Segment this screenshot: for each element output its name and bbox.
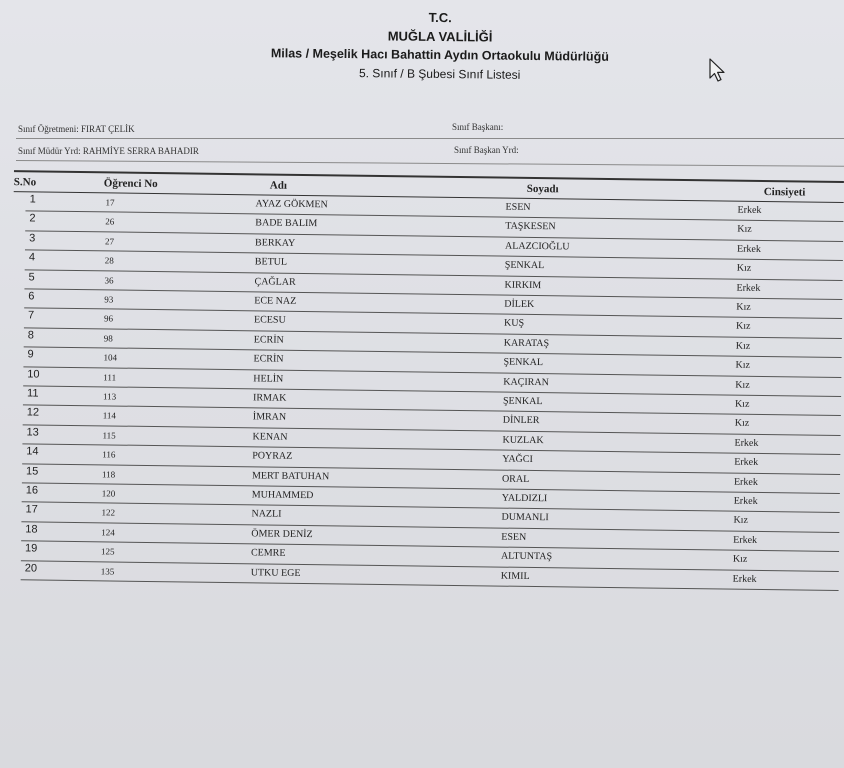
cell-surname: DİNLER: [502, 414, 540, 427]
cell-student-no: 104: [103, 352, 118, 363]
col-header-name: Adı: [269, 179, 288, 192]
cell-student-no: 115: [102, 430, 116, 441]
cell-student-no: 114: [102, 410, 117, 421]
cell-name: ECE NAZ: [254, 295, 297, 307]
cell-name: NAZLI: [251, 508, 282, 521]
cell-name: BADE BALIM: [255, 217, 318, 230]
document-header: [150, 5, 731, 86]
col-header-sno: S.No: [13, 176, 37, 189]
cell-gender: Kız: [735, 359, 751, 372]
cell-surname: ŞENKAL: [502, 395, 543, 408]
cell-name: UTKU EGE: [250, 566, 301, 579]
cell-surname: DİLEK: [504, 298, 535, 311]
cell-gender: Kız: [735, 321, 751, 333]
cell-gender: Kız: [734, 418, 750, 430]
cell-sno: 17: [25, 503, 38, 516]
cell-gender: Erkek: [736, 243, 761, 255]
cell-surname: YALDIZLI: [501, 492, 548, 505]
cell-name: ECESU: [253, 314, 286, 327]
cell-sno: 4: [28, 251, 36, 264]
col-header-surname: Soyadı: [526, 182, 559, 196]
cell-name: CEMRE: [250, 547, 286, 559]
cell-student-no: 93: [104, 294, 114, 305]
cell-surname: KUZLAK: [502, 434, 544, 446]
cell-sno: 3: [29, 232, 36, 245]
cell-student-no: 120: [101, 488, 116, 499]
cell-sno: 15: [25, 464, 39, 478]
meta-divider: [16, 138, 844, 139]
cell-name: ECRİN: [253, 353, 284, 365]
cell-name: KENAN: [252, 431, 288, 443]
cell-surname: ŞENKAL: [504, 259, 545, 272]
cell-gender: Erkek: [732, 573, 757, 585]
meta-teacher: Sınıf Öğretmeni: FIRAT ÇELİK: [18, 124, 135, 134]
cell-sno: 14: [26, 445, 39, 458]
cell-surname: ORAL: [501, 473, 530, 485]
cell-surname: KARATAŞ: [503, 337, 550, 349]
cell-name: POYRAZ: [252, 450, 293, 463]
cell-sno: 2: [29, 212, 36, 225]
cell-name: IRMAK: [252, 392, 287, 404]
cell-student-no: 26: [105, 216, 115, 227]
cell-gender: Erkek: [736, 282, 761, 294]
cell-student-no: 125: [100, 546, 115, 557]
cell-gender: Kız: [735, 379, 750, 391]
col-header-gender: Cinsiyeti: [763, 185, 806, 199]
header-class-title: 5. Sınıf / B Şubesi Sınıf Listesi: [358, 66, 521, 82]
cell-name: BERKAY: [254, 237, 296, 249]
meta-divider: [16, 160, 844, 167]
cell-student-no: 27: [105, 236, 115, 247]
cell-surname: DUMANLI: [501, 511, 549, 524]
cell-name: BETUL: [254, 256, 288, 268]
cell-gender: Erkek: [733, 495, 758, 507]
cell-gender: Kız: [737, 224, 752, 236]
cell-gender: Erkek: [734, 437, 759, 449]
cell-gender: Erkek: [733, 476, 758, 488]
cell-sno: 11: [26, 387, 39, 400]
header-school: Milas / Meşelik Hacı Bahattin Aydın Ortaokulu Müdürlüğü: [270, 46, 609, 64]
cell-surname: KIMIL: [500, 570, 530, 582]
student-table: [0, 170, 844, 585]
cell-sno: 1: [29, 193, 36, 206]
cell-name: ÇAĞLAR: [254, 275, 296, 288]
cell-student-no: 124: [101, 527, 115, 538]
cell-student-no: 111: [103, 371, 117, 383]
cell-surname: ESEN: [505, 201, 531, 213]
cell-sno: 12: [26, 406, 40, 419]
cell-surname: TAŞKESEN: [505, 221, 556, 233]
cell-sno: 10: [27, 367, 40, 381]
cell-surname: ALAZCIOĞLU: [504, 240, 570, 253]
cell-surname: ALTUNTAŞ: [500, 550, 553, 563]
cell-student-no: 118: [101, 468, 116, 480]
cell-sno: 19: [24, 542, 38, 555]
cell-student-no: 135: [100, 565, 115, 577]
cell-surname: ŞENKAL: [503, 356, 544, 369]
cell-student-no: 36: [104, 274, 114, 286]
cell-gender: Kız: [733, 515, 748, 527]
cell-sno: 16: [25, 484, 39, 497]
cell-sno: 13: [26, 426, 39, 439]
cell-sno: 5: [28, 270, 35, 284]
col-header-student-no: Öğrenci No: [103, 177, 158, 191]
cell-name: ÖMER DENİZ: [251, 528, 313, 540]
cell-sno: 9: [27, 348, 34, 361]
cell-name: AYAZ GÖKMEN: [255, 198, 328, 211]
cell-sno: 18: [25, 523, 38, 536]
cell-name: MERT BATUHAN: [251, 469, 330, 482]
cell-student-no: 116: [102, 449, 116, 460]
cell-student-no: 122: [101, 507, 116, 518]
cell-sno: 20: [24, 561, 38, 575]
cell-gender: Kız: [736, 301, 751, 313]
cell-surname: KIRKIM: [504, 279, 542, 291]
cell-name: İMRAN: [252, 411, 287, 424]
cell-gender: Erkek: [734, 456, 759, 469]
cell-student-no: 17: [105, 197, 115, 208]
header-tc: T.C.: [428, 9, 452, 26]
header-governorship: MUĞLA VALİLİĞİ: [387, 28, 493, 45]
cell-student-no: 98: [103, 333, 113, 344]
cell-surname: YAĞCI: [502, 453, 533, 466]
cell-gender: Erkek: [737, 204, 762, 216]
cell-gender: Kız: [735, 340, 751, 352]
mouse-pointer-icon: [709, 58, 727, 84]
meta-vice-president: Sınıf Başkan Yrd:: [454, 145, 519, 155]
meta-president: Sınıf Başkanı:: [452, 122, 504, 132]
cell-gender: Kız: [734, 398, 750, 410]
cell-student-no: 28: [104, 255, 114, 266]
cell-gender: Erkek: [733, 534, 758, 546]
cell-student-no: 96: [103, 313, 114, 324]
cell-name: ECRİN: [253, 334, 284, 346]
cell-surname: ESEN: [501, 531, 527, 543]
meta-assistant: Sınıf Müdür Yrd: RAHMİYE SERRA BAHADIR: [18, 146, 199, 156]
cell-gender: Kız: [732, 553, 748, 566]
cell-surname: KAÇIRAN: [503, 376, 549, 388]
cell-surname: KUŞ: [503, 318, 525, 330]
cell-sno: 6: [28, 290, 35, 303]
cell-student-no: 113: [102, 391, 117, 402]
cell-sno: 8: [27, 329, 35, 342]
row-divider: [21, 579, 839, 591]
cell-name: HELİN: [253, 372, 284, 385]
cell-sno: 7: [28, 309, 35, 322]
cell-gender: Kız: [736, 262, 752, 275]
cell-name: MUHAMMED: [251, 489, 314, 502]
